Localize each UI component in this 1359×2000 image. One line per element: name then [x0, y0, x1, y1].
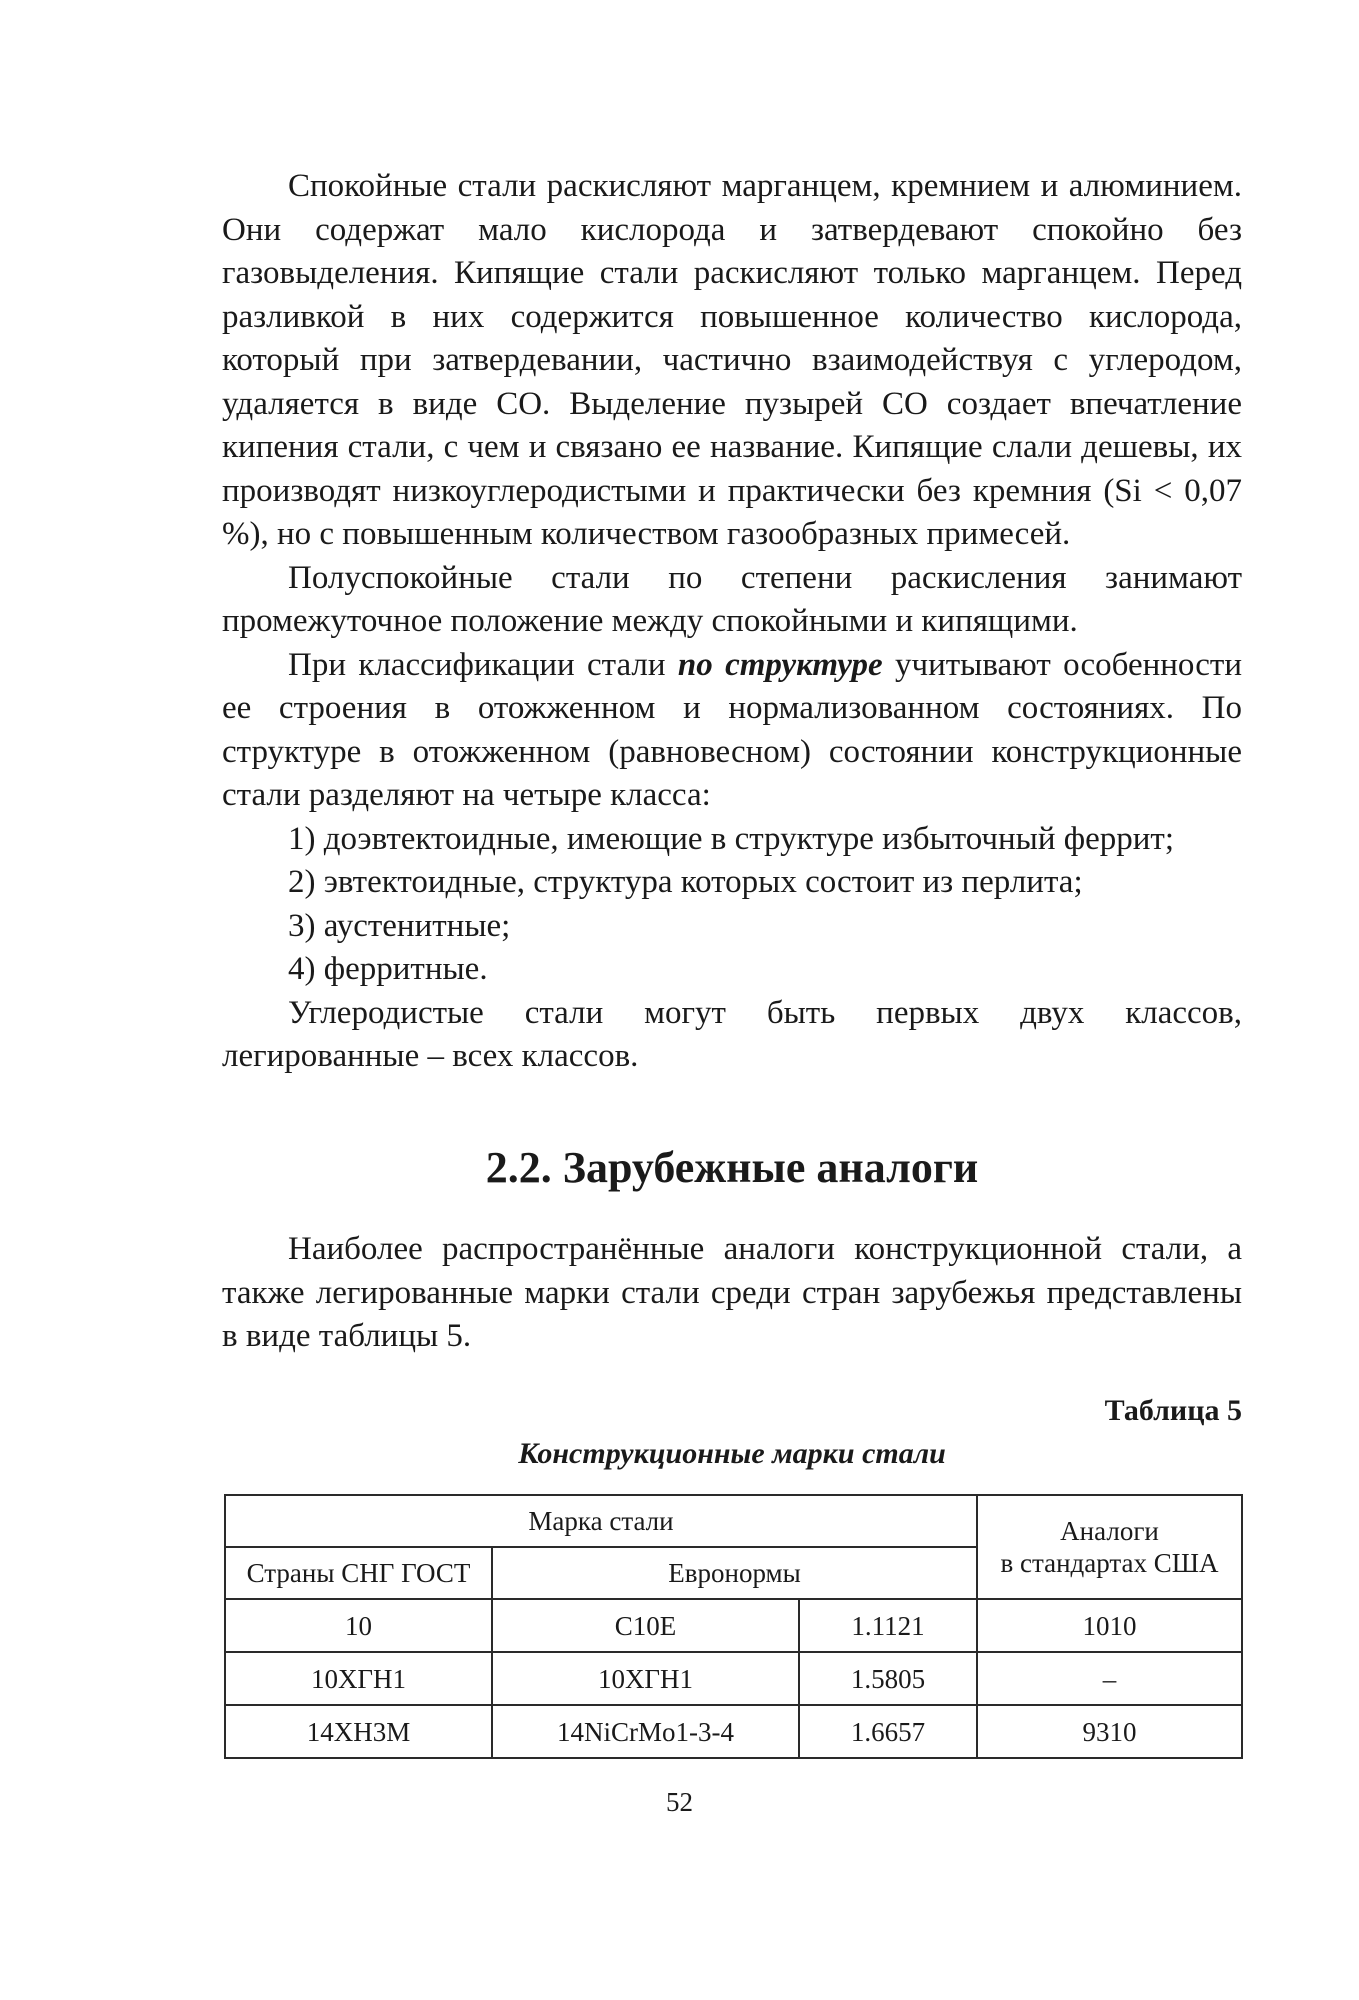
table-number-label: Таблица 5	[1104, 1394, 1242, 1427]
list-item: 2) эвтектоидные, структура которых состоит из перлита;	[288, 864, 1083, 900]
header-us-analogs-line1: Аналоги	[1060, 1516, 1159, 1546]
list-item: 4) ферритные.	[288, 951, 488, 987]
table-header-row	[225, 1495, 1242, 1547]
body-text-top	[222, 165, 1242, 1079]
table-cell: 9310	[977, 1705, 1242, 1758]
table-cell: –	[977, 1652, 1242, 1705]
header-euronorms: Евронормы	[492, 1547, 977, 1599]
steel-grades-table	[224, 1494, 1243, 1759]
table-cell: 14NiCrMo1-3-4	[492, 1705, 799, 1758]
table-cell: 10ХГН1	[225, 1652, 492, 1705]
list-item: 1) доэвтектоидные, имеющие в структуре избыточный феррит;	[288, 820, 1175, 857]
emphasis-by-structure: по структуре	[677, 646, 883, 683]
page-number: 52	[666, 1787, 693, 1817]
table-cell: 10ХГН1	[492, 1652, 799, 1705]
paragraph-structure-end: учитывают особенности ее строения в отожженном и нормализованном состояниях. По структуре в отожженном (равновесном) состоянии конструкционные стали разделяют на четыре класса:	[222, 646, 1242, 813]
table-row	[225, 1652, 1242, 1705]
header-us-analogs	[977, 1495, 1242, 1599]
paragraph-killed-rimmed-steel: Спокойные стали раскисляют марганцем, кремнием и алюминием. Они содержат мало кислорода и затвердевают спокойно без газовыделения. Кипящие стали раскисляют только марганцем. Перед разливкой в них содержится повышенное количество кислорода, который при затвердевании, частично взаимодействуя с углеродом, удаляется в виде СО. Выделение пузырей СО создает впечатление кипения стали, с чем и связано ее название. Кипящие слали дешевы, их производят низкоуглеродистыми и практически без кремния (Si < 0,07 %), но с повышенным количеством газообразных примесей.	[222, 168, 1242, 552]
table-cell: 1010	[977, 1599, 1242, 1652]
header-us-analogs-line2: в стандартах США	[1000, 1548, 1219, 1578]
table-caption: Конструкционные марки стали	[518, 1437, 946, 1470]
paragraph-semi-killed-steel: Полуспокойные стали по степени раскисления занимают промежуточное положение между спокойными и кипящими.	[222, 559, 1242, 639]
body-text-section	[222, 1228, 1242, 1359]
paragraph-carbon-steel-classes: Углеродистые стали могут быть первых двух классов, легированные – всех классов.	[222, 994, 1242, 1074]
table-cell: 1.1121	[799, 1599, 977, 1652]
list-item: 3) аустенитные;	[288, 907, 511, 944]
table-cell: C10E	[492, 1599, 799, 1652]
table-row	[225, 1705, 1242, 1758]
paragraph-section-intro: Наиболее распространённые аналоги конструкционной стали, а также легированные марки стали среди стран зарубежья представлены в виде таблицы 5.	[222, 1231, 1242, 1354]
header-grade: Марка стали	[225, 1495, 977, 1547]
table-row	[225, 1599, 1242, 1652]
paragraph-structure-classification	[222, 644, 1242, 818]
table-cell: 1.6657	[799, 1705, 977, 1758]
paragraph-structure-start: При классификации стали	[288, 646, 678, 683]
table-cell: 10	[225, 1599, 492, 1652]
section-heading: 2.2. Зарубежные аналоги	[485, 1143, 979, 1192]
header-cis-gost: Страны СНГ ГОСТ	[225, 1547, 492, 1599]
table-cell: 14ХН3М	[225, 1705, 492, 1758]
table-cell: 1.5805	[799, 1652, 977, 1705]
